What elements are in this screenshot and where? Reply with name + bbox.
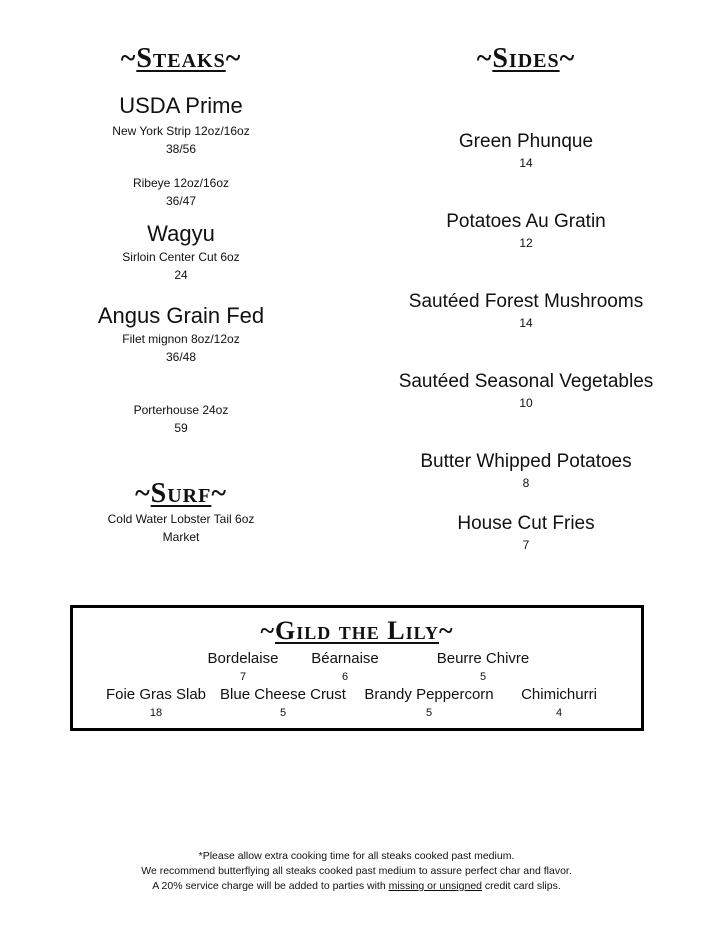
footer-text: A 20% service charge will be added to parties with xyxy=(152,880,389,892)
category-angus-grain-fed: Angus Grain Fed xyxy=(97,303,265,328)
menu-item-name: Cold Water Lobster Tail 6oz xyxy=(107,512,255,526)
steaks-heading-word: Steaks xyxy=(136,43,226,74)
menu-item-price: 36/47 xyxy=(165,194,197,208)
surf-section xyxy=(60,511,302,545)
category-wagyu: Wagyu xyxy=(147,221,215,246)
footer-notes xyxy=(60,849,653,894)
addon-name: Chimichurri xyxy=(521,686,597,703)
addon-price: 6 xyxy=(341,671,349,683)
addon-price: 5 xyxy=(279,707,287,719)
heading-tilde: ~ xyxy=(120,43,137,74)
addon-price: 18 xyxy=(149,707,163,719)
side-item-name: Butter Whipped Potatoes xyxy=(420,451,632,472)
menu-item-price: 59 xyxy=(174,421,188,435)
addon-name: Foie Gras Slab xyxy=(105,686,207,703)
heading-tilde: ~ xyxy=(135,478,151,509)
surf-heading xyxy=(60,479,302,509)
side-item-price: 14 xyxy=(519,316,533,330)
side-item xyxy=(386,513,666,553)
menu-item-name: Ribeye 12oz/16oz xyxy=(132,176,230,190)
menu-item-price: 38/56 xyxy=(165,142,197,156)
footer-text: credit card slips. xyxy=(482,880,561,892)
addon-price: 5 xyxy=(479,671,487,683)
menu-item-name: Sirloin Center Cut 6oz xyxy=(122,250,240,264)
addon-price: 5 xyxy=(425,707,433,719)
addon-name: Blue Cheese Crust xyxy=(220,686,346,703)
heading-tilde: ~ xyxy=(438,616,454,645)
side-item-name: Potatoes Au Gratin xyxy=(446,211,606,232)
addon-price: 4 xyxy=(555,707,563,719)
gild-heading-word: Gild the Lily xyxy=(275,616,439,645)
sides-heading-word: Sides xyxy=(492,43,560,74)
side-item-price: 10 xyxy=(519,396,533,410)
addon-name: Beurre Chivre xyxy=(436,650,530,667)
gild-the-lily-box xyxy=(70,605,644,731)
footer-underlined-text: missing or unsigned xyxy=(388,880,482,892)
sides-heading xyxy=(406,44,646,74)
side-item xyxy=(386,451,666,491)
side-item-price: 14 xyxy=(519,156,533,170)
side-item xyxy=(386,131,666,171)
heading-tilde: ~ xyxy=(559,43,576,74)
addon-name: Brandy Peppercorn xyxy=(364,686,494,703)
menu-item-name: Filet mignon 8oz/12oz xyxy=(122,332,240,346)
addon-name: Béarnaise xyxy=(311,650,379,667)
menu-item-price: 24 xyxy=(174,268,188,282)
side-item-name: Sautéed Seasonal Vegetables xyxy=(398,371,654,392)
menu-item-name: New York Strip 12oz/16oz xyxy=(112,124,250,138)
surf-heading-word: Surf xyxy=(150,478,212,509)
menu-item-name: Porterhouse 24oz xyxy=(133,403,229,417)
steaks-heading xyxy=(60,44,302,74)
addon-name: Bordelaise xyxy=(207,650,279,667)
side-item-price: 12 xyxy=(519,236,533,250)
side-item-name: House Cut Fries xyxy=(457,513,595,534)
menu-item-price: 36/48 xyxy=(165,350,197,364)
steaks-section xyxy=(60,93,302,436)
side-item xyxy=(386,291,666,331)
addon-price: 7 xyxy=(239,671,247,683)
side-item-name: Sautéed Forest Mushrooms xyxy=(408,291,644,312)
side-item xyxy=(386,371,666,411)
gild-heading xyxy=(73,616,641,646)
category-usda-prime: USDA Prime xyxy=(119,93,243,118)
footer-line xyxy=(60,879,653,894)
footer-line: *Please allow extra cooking time for all steaks cooked past medium. xyxy=(198,850,515,862)
heading-tilde: ~ xyxy=(260,616,276,645)
side-item-price: 7 xyxy=(522,538,530,552)
menu-item-price: Market xyxy=(162,530,200,544)
heading-tilde: ~ xyxy=(225,43,242,74)
side-item xyxy=(386,211,666,251)
side-item-price: 8 xyxy=(522,476,530,490)
heading-tilde: ~ xyxy=(211,478,227,509)
footer-line: We recommend butterflying all steaks cooked past medium to assure perfect char and flavor. xyxy=(141,865,572,877)
heading-tilde: ~ xyxy=(476,43,493,74)
side-item-name: Green Phunque xyxy=(458,131,594,152)
